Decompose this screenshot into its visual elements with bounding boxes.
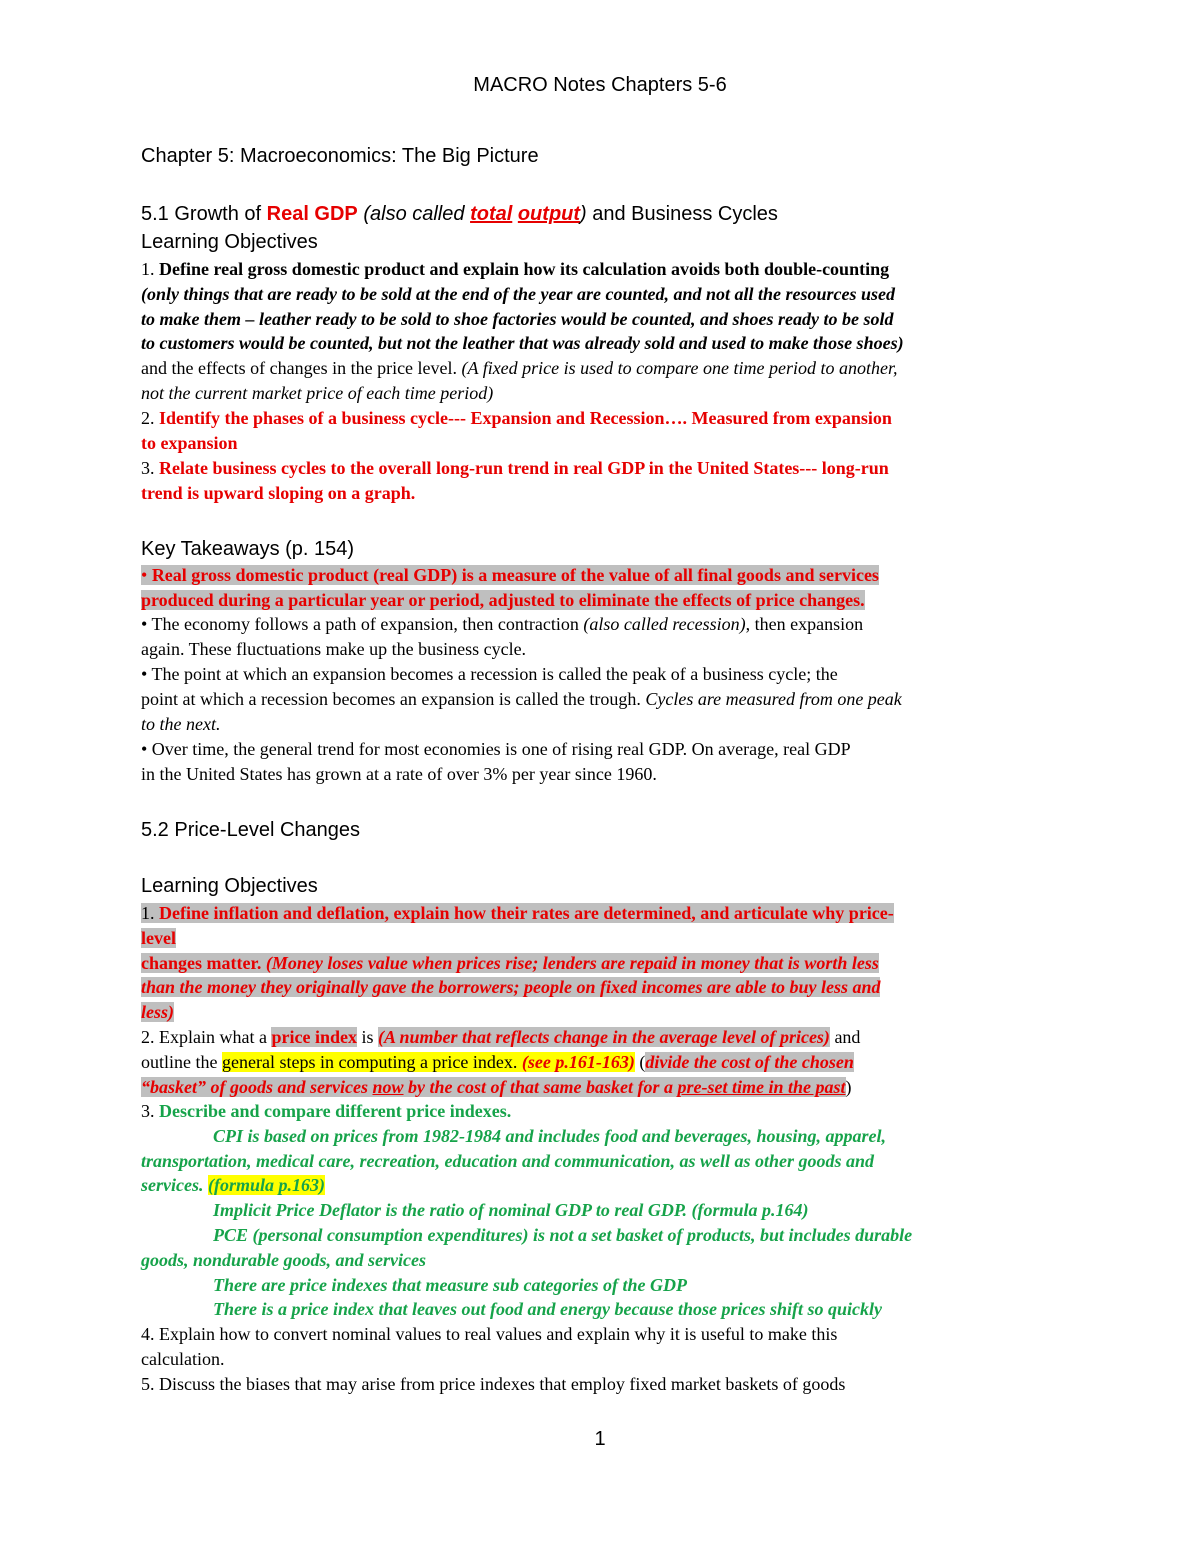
bullet: • (141, 565, 152, 585)
objective-text: Describe and compare different price indexes. (159, 1101, 512, 1121)
objective-italic: than the money they originally gave the borrowers; people on fixed incomes are able to buy less and (141, 977, 881, 998)
objective-text: Define inflation and deflation, explain how their rates are determined, and articulate why price- (159, 903, 894, 923)
objective-text: level (141, 927, 176, 948)
learning-objectives-label: Learning Objectives (141, 875, 318, 897)
divide-instruction: divide the cost of the chosen (645, 1051, 854, 1072)
page-number: 1 (594, 1428, 606, 1450)
objective-1-note-line: (only things that are ready to be sold at the end of the year are counted, and not all the resources used (141, 283, 896, 304)
takeaway-2-text: again. These fluctuations make up the business cycle. (141, 638, 527, 659)
takeaway-3-italic: Cycles are measured from one peak (645, 688, 902, 709)
objective-1-plain: and the effects of changes in the price level. (141, 358, 462, 379)
objective-number: 1. (141, 259, 159, 279)
takeaway-2 (141, 612, 1061, 662)
price-index-definition: (A number that reflects change in the average level of prices) (377, 1027, 830, 1047)
heading-paren-close: ) (580, 203, 587, 225)
objective-5-2-5 (141, 1372, 1061, 1397)
objective-number: 3. (141, 1101, 159, 1121)
takeaway-3-text: • The point at which an expansion becomes a recession is called the peak of a business cycle; the (141, 664, 838, 684)
objective-3-text: trend is upward sloping on a graph. (141, 482, 416, 503)
takeaway-4 (141, 737, 1061, 787)
objective-3-text: Relate business cycles to the overall long-run trend in real GDP in the United States--- long-run (159, 458, 889, 478)
learning-objectives-label: Learning Objectives (141, 231, 318, 253)
objective-1 (141, 257, 1061, 406)
takeaway-3 (141, 662, 1061, 736)
divide-instruction: “basket” of goods and services (141, 1076, 373, 1097)
objective-text: outline the (141, 1051, 222, 1072)
objective-text: changes matter. (141, 952, 266, 973)
objective-5-2-4 (141, 1322, 1061, 1372)
document-title: MACRO Notes Chapters 5-6 (473, 74, 727, 96)
objective-1-note-line: to customers would be counted, but not the leather that was already sold and used to make those shoes) (141, 333, 904, 354)
ipd-note: Implicit Price Deflator is the ratio of nominal GDP to real GDP. (formula p.164) (213, 1200, 809, 1221)
objective-text: is (356, 1027, 378, 1047)
objective-text: and (829, 1027, 861, 1047)
takeaway-1-text: Real gross domestic product (real GDP) is a measure of the value of all final goods and services (151, 565, 879, 585)
objective-number: 3. (141, 458, 159, 478)
objective-2-text: to expansion (141, 432, 238, 453)
subcategory-note: There are price indexes that measure sub categories of the GDP (213, 1274, 687, 1295)
objective-italic: (Money loses value when prices rise; lenders are repaid in money that is worth less (265, 952, 879, 973)
objective-3 (141, 456, 1061, 506)
cpi-note: transportation, medical care, recreation, education and communication, as well as other goods and (141, 1150, 875, 1171)
page-reference: (see p.161-163) (521, 1051, 635, 1072)
preset-time-term: pre-set time in the past (677, 1076, 846, 1097)
pce-note: goods, nondurable goods, and services (141, 1249, 427, 1270)
price-index-term: price index (271, 1027, 357, 1047)
objective-text: calculation. (141, 1348, 225, 1369)
objective-text: 2. Explain what a (141, 1027, 272, 1047)
objective-1-text: Define real gross domestic product and explain how its calculation avoids both double-counting (159, 259, 890, 279)
objective-text: 5. Discuss the biases that may arise from price indexes that employ fixed market baskets of goods (141, 1374, 846, 1394)
section-5-1-heading (141, 200, 1061, 228)
general-steps-highlight: general steps in computing a price index. (221, 1051, 522, 1072)
objective-5-2-2 (141, 1025, 1061, 1099)
takeaway-4-text: in the United States has grown at a rate of over 3% per year since 1960. (141, 763, 657, 784)
pce-note: PCE (personal consumption expenditures) is not a set basket of products, but includes durable (213, 1224, 913, 1245)
objective-italic: less) (141, 1002, 174, 1023)
objective-1-italic-tail: (A fixed price is used to compare one time period to another, (461, 358, 898, 379)
real-gdp-term: Real GDP (266, 203, 358, 225)
chapter-title: Chapter 5: Macroeconomics: The Big Picture (141, 145, 539, 167)
heading-prefix: 5.1 Growth of (141, 203, 267, 225)
objective-5-2-3 (141, 1099, 1061, 1322)
takeaway-2-italic: (also called recession) (583, 614, 746, 634)
total-term: total (470, 203, 513, 225)
output-term: output (517, 203, 581, 225)
objective-2-text: Identify the phases of a business cycle--- Expansion and Recession…. Measured from expansion (159, 408, 892, 428)
objective-1-italic-tail: not the current market price of each time period) (141, 382, 494, 403)
takeaway-2-text: • The economy follows a path of expansion, then contraction (141, 614, 584, 634)
takeaway-3-italic: to the next. (141, 713, 221, 734)
heading-paren-open: (also called (357, 203, 471, 225)
objective-text: ( (634, 1051, 646, 1072)
key-takeaways-label: Key Takeaways (p. 154) (141, 538, 355, 560)
section-5-2-heading: 5.2 Price-Level Changes (141, 819, 361, 841)
objective-number: 1. (141, 903, 159, 923)
now-term: now (372, 1076, 404, 1097)
heading-suffix: and Business Cycles (586, 203, 778, 225)
food-energy-note: There is a price index that leaves out food and energy because those prices shift so quickly (213, 1299, 882, 1320)
takeaway-2-text: , then expansion (745, 614, 864, 634)
divide-instruction: by the cost of that same basket for a (403, 1076, 678, 1097)
takeaway-4-text: • Over time, the general trend for most economies is one of rising real GDP. On average, real GDP (141, 739, 851, 759)
cpi-note: services. (141, 1175, 208, 1196)
takeaway-1-text: produced during a particular year or period, adjusted to eliminate the effects of price changes. (141, 589, 865, 610)
objective-1-note-line: to make them – leather ready to be sold to shoe factories would be counted, and shoes ready to be sold (141, 308, 894, 329)
objective-5-2-1 (141, 901, 1061, 1025)
objective-text: 4. Explain how to convert nominal values to real values and explain why it is useful to make this (141, 1324, 838, 1344)
formula-reference: (formula p.163) (207, 1175, 325, 1196)
takeaway-1 (141, 563, 1061, 613)
cpi-note: CPI is based on prices from 1982-1984 and includes food and beverages, housing, apparel, (213, 1125, 887, 1146)
objective-text: ) (845, 1076, 852, 1097)
objective-number: 2. (141, 408, 159, 428)
takeaway-3-text: point at which a recession becomes an expansion is called the trough. (141, 688, 646, 709)
objective-2 (141, 406, 1061, 456)
